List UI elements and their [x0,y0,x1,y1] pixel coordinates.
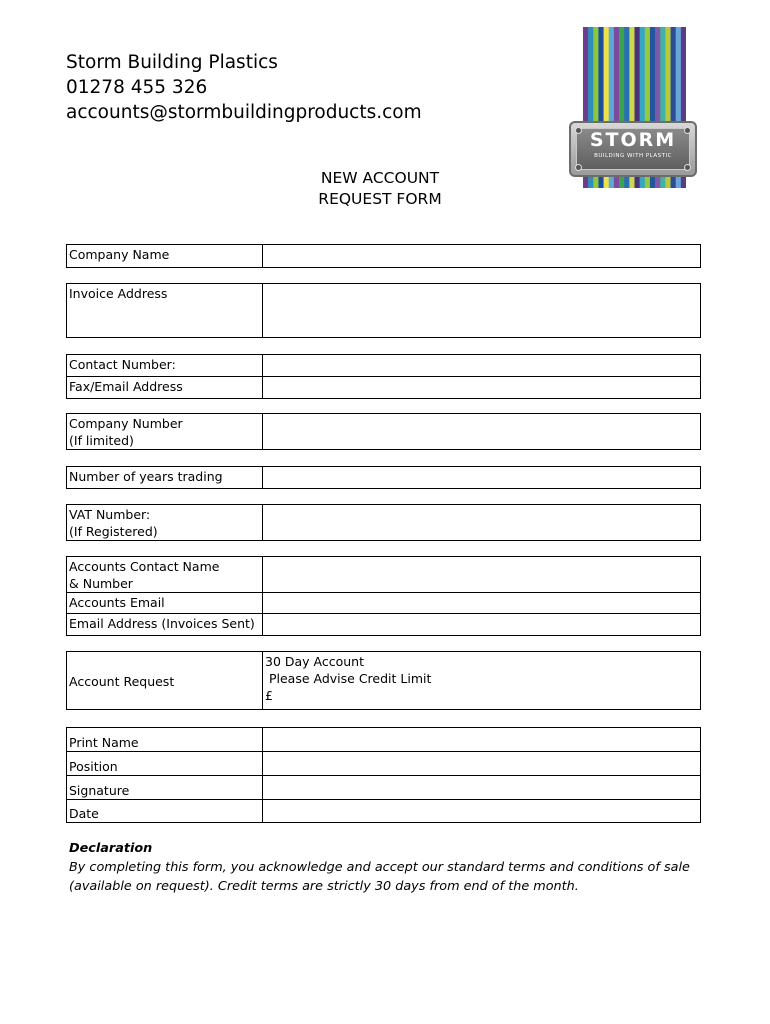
print-name-label: Print Name [67,728,263,752]
declaration-line2: (available on request). Credit terms are strictly 30 days from end of the month. [69,879,579,894]
screw-icon [575,164,582,171]
accounts-contact-field[interactable] [263,557,701,593]
company-name-field[interactable] [263,245,701,268]
company-phone: 01278 455 326 [66,77,208,98]
logo-tagline: BUILDING WITH PLASTIC [594,153,672,159]
years-trading-label: Number of years trading [67,467,263,489]
contact-block [66,354,701,399]
signature-label: Signature [67,776,263,800]
accounts-contact-sublabel: & Number [69,576,133,591]
account-request-currency: £ [265,688,273,703]
signature-field[interactable] [263,776,701,800]
company-name: Storm Building Plastics [66,52,278,73]
accounts-email-field[interactable] [263,593,701,614]
declaration [69,839,709,896]
account-request-label: Account Request [67,652,263,710]
accounts-contact-label [67,557,263,593]
vat-number-sublabel: (If Registered) [69,524,158,539]
company-name-label: Company Name [67,245,263,268]
company-number-field[interactable] [263,414,701,450]
account-request-block [66,651,701,710]
date-field[interactable] [263,800,701,823]
form-title-line2: REQUEST FORM [318,190,442,208]
accounts-contact-block [66,556,701,636]
print-name-field[interactable] [263,728,701,752]
invoice-email-label: Email Address (Invoices Sent) [67,614,263,636]
company-number-label-text: Company Number [69,416,183,431]
vat-number-label-text: VAT Number: [69,507,151,522]
contact-number-label: Contact Number: [67,355,263,377]
years-trading-field[interactable] [263,467,701,489]
date-label: Date [67,800,263,823]
declaration-heading: Declaration [69,841,153,856]
form-title [290,168,470,210]
years-trading-block [66,466,701,489]
declaration-line1: By completing this form, you acknowledge and accept our standard terms and conditions of sale [69,860,690,875]
company-details [66,50,422,125]
fax-email-label: Fax/Email Address [67,377,263,399]
storm-logo-plate [569,121,697,177]
invoice-address-field[interactable] [263,284,701,338]
position-label: Position [67,752,263,776]
invoice-email-field[interactable] [263,614,701,636]
company-name-block [66,244,701,268]
vat-number-field[interactable] [263,505,701,541]
vat-number-label [67,505,263,541]
account-request-option-30day: 30 Day Account [265,654,365,669]
fax-email-field[interactable] [263,377,701,399]
account-request-credit-limit: Please Advise Credit Limit [265,671,432,686]
position-field[interactable] [263,752,701,776]
company-number-block [66,413,701,450]
screw-icon [684,164,691,171]
vat-number-block [66,504,701,541]
contact-number-field[interactable] [263,355,701,377]
company-email: accounts@stormbuildingproducts.com [66,102,422,123]
logo-brand: STORM [589,129,677,151]
accounts-email-label: Accounts Email [67,593,263,614]
company-number-sublabel: (If limited) [69,433,134,448]
signatory-block [66,727,701,823]
form-title-line1: NEW ACCOUNT [320,169,440,187]
accounts-contact-label-text: Accounts Contact Name [69,559,220,574]
account-request-field[interactable] [263,652,701,710]
invoice-address-block [66,283,701,338]
invoice-address-label: Invoice Address [67,284,263,338]
company-number-label [67,414,263,450]
